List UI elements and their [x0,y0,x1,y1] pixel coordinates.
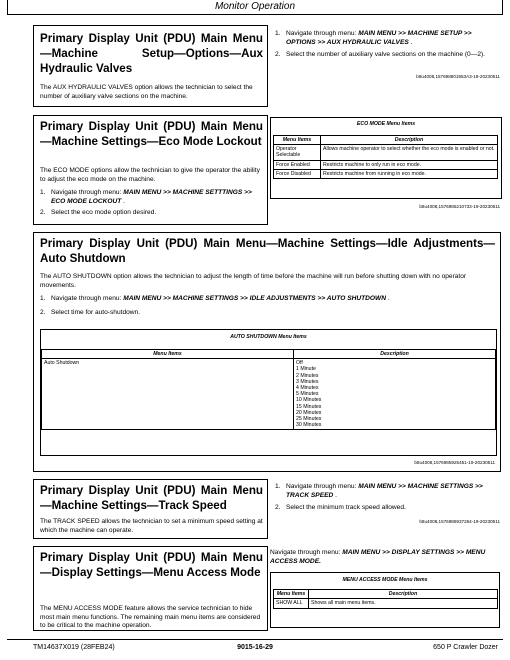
table-caption: AUTO SHUTDOWN Menu Items [230,334,307,340]
table-cell: Restricts machine from running in eco mode. [321,169,498,178]
section-body: The TRACK SPEED allows the technician to set a minimum speed setting at which the machine can operate. [40,518,263,534]
table-caption: ECO MODE Menu Items [356,121,416,127]
table-cell: SHOW ALL [274,599,309,608]
step-2: 2. Select the number of auxiliary valve sections on the machine (0—2). [275,51,486,59]
table-cell: Force Disabled [274,169,321,178]
footer-model: 650 P Crawler Dozer [433,644,498,651]
step-2: 2. Select time for auto-shutdown. [40,308,141,316]
eco-steps [40,189,265,218]
option-item: Off [296,360,303,367]
nav-instruction: Navigate through menu: MAIN MENU >> DISPLAY SETTINGS >> MENU ACCESS MODE. [270,549,486,565]
option-item: 10 Minutes [296,397,322,404]
option-item: 3 Minutes [296,378,319,385]
auto-shutdown-table-box [40,329,497,456]
eco-mode-table-box [270,117,502,199]
section-track-speed [33,479,268,539]
table-row [42,359,496,430]
section-aux-hydraulic-steps [275,30,500,79]
step-1: 1. Navigate through menu: MAIN MENU >> MACHINE SETTINGS >> IDLE ADJUSTMENTS >> AUTO SHUTDOWN . [40,295,390,302]
option-item: 4 Minutes [296,385,319,392]
page-footer [0,641,510,660]
menu-access-table [273,589,498,608]
section-body: The ECO MODE options allow the technician to give the operator the ability to adjust the eco mode on the machine. [40,167,260,183]
page-number: 9015-16-29 [237,644,273,651]
header-rule [7,14,503,15]
table-cell: Operator Selectable [274,145,321,160]
section-menu-access-nav [270,549,500,628]
section-body: The AUTO SHUTDOWN option allows the technician to adjust the length of time before the machine will run before shutting down with no operator movements. [40,273,467,289]
running-header: Monitor Operation [214,1,296,12]
section-aux-hydraulic [33,25,268,107]
section-title: Primary Display Unit (PDU) Main Menu—Machine Settings—Idle Adjustments—Auto Shutdown [40,237,495,265]
step-2: 2. Select the minimum track speed allowed. [275,504,406,512]
table-cell: Restricts machine to only run in eco mode. [321,160,498,169]
footer-doc-id: TM14637X019 (28FEB24) [33,644,115,651]
menu-access-table-box [270,572,500,628]
column-header: Description [309,590,498,599]
option-item: 5 Minutes [296,391,319,398]
option-item: 25 Minutes [296,416,322,423]
column-header: Menu Items [274,590,309,599]
section-menu-access [33,546,268,631]
eco-mode-table [273,135,498,179]
section-track-speed-steps [275,483,500,524]
table-cell: Allows machine operator to select whether the eco mode is enabled or not. [321,145,498,160]
table-row [274,169,498,178]
options-cell [294,359,496,430]
table-row [274,145,498,160]
section-body: The AUX HYDRAULIC VALVES option allows the technician to select the number of auxiliary valve sections on the machine. [40,84,253,100]
option-item: 30 Minutes [296,422,322,429]
section-title: Primary Display Unit (PDU) Main Menu—Machine Settings—Eco Mode Lockout [40,120,263,148]
column-header: Description [321,136,498,145]
option-item: 2 Minutes [296,372,319,379]
section-title: Primary Display Unit (PDU) Main Menu—Display Settings—Menu Access Mode [40,551,263,579]
reference-id: b8u4008,157698801953A3-19-20230511 [416,73,500,79]
footer-rule [7,639,503,640]
auto-shutdown-steps [40,295,495,317]
reference-id: b8u4008,1576985937264-19-20230511 [419,518,500,524]
table-cell: Shows all main menu items. [309,599,498,608]
option-item: 1 Minute [296,366,316,373]
reference-id: b8u4008,1576985925451-19-20230511 [414,460,495,465]
step-2: 2. Select the eco mode option desired. [40,209,157,217]
section-eco-mode [33,115,268,225]
option-item: 15 Minutes [296,403,322,410]
auto-shutdown-table [41,349,496,430]
section-title: Primary Display Unit (PDU) Main Menu—Machine Setup—Options—Aux Hydraulic Valves [40,32,263,75]
section-body: The MENU ACCESS MODE feature allows the service technician to hide most main menu functions. The remaining main menu items are considered to be critical to the machine operation. [40,605,261,630]
column-header: Description [294,350,496,359]
table-cell: Auto Shutdown [42,359,294,430]
option-item: 20 Minutes [296,409,322,416]
column-header: Menu Items [42,350,294,359]
section-auto-shutdown [33,232,501,472]
column-header: Menu Items [274,136,321,145]
step-1: 1. Navigate through menu: MAIN MENU >> MACHINE SETTINGS >> TRACK SPEED . [275,483,483,499]
table-row [274,160,498,169]
table-cell: Force Enabled [274,160,321,169]
step-1: 1. Navigate through menu: MAIN MENU >> MACHINE SETUP >> OPTIONS >> AUX HYDRAULIC VALVES . [275,30,472,46]
table-row [274,599,498,608]
reference-id: b8u4008,1576985210733-19-20230511 [419,204,500,209]
section-title: Primary Display Unit (PDU) Main Menu—Machine Settings—Track Speed [40,484,263,512]
step-1: 1. Navigate through menu: MAIN MENU >> MACHINE SETTTINGS >> ECO MODE LOCKOUT . [40,189,252,205]
table-caption: MENU ACCESS MODE Menu Items [342,577,428,584]
